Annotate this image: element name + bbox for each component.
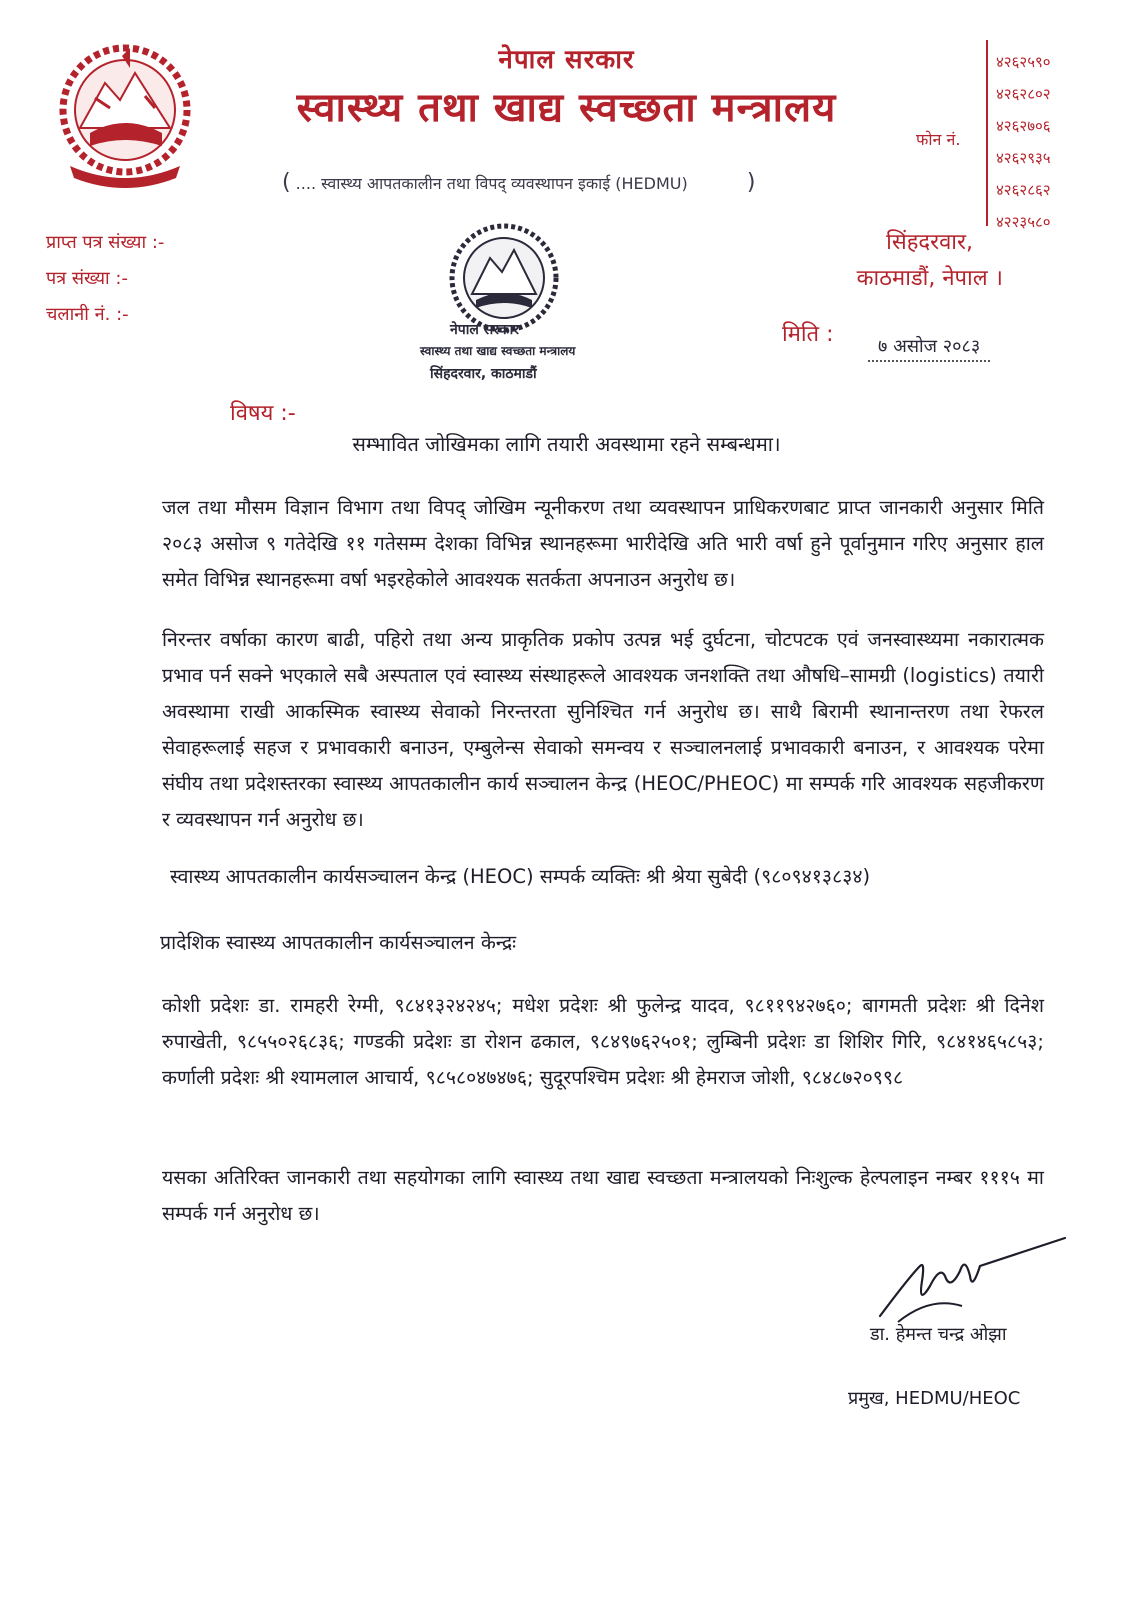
paragraph-text: जल तथा मौसम विज्ञान विभाग तथा विपद् जोखिम न्यूनीकरण तथा व्यवस्थापन प्राधिकरणबाट प्राप्त जानकारी अनुसार मिति २०८३ असोज ९ गतेदेखि ११ गतेसम्म देशका विभिन्न स्थानहरूमा भारीदेखि अति भारी वर्षा हुने पूर्वानुमान गरिए अनुसार हाल समेत विभिन्न स्थानहरूमा वर्षा भइरहेकोले आवश्यक सतर्कता अपनाउन अनुरोध छ। — [162, 496, 1044, 591]
ministry-name: स्वास्थ्य तथा खाद्य स्वच्छता मन्त्रालय — [296, 85, 837, 131]
date-value: ७ असोज २०८३ — [868, 334, 990, 362]
paragraph-text: निरन्तर वर्षाका कारण बाढी, पहिरो तथा अन्य प्राकृतिक प्रकोप उत्पन्न भई दुर्घटना, चोटपटक एवं जनस्वास्थ्यमा नकारात्मक प्रभाव पर्न सक्ने भएकाले सबै अस्पताल एवं स्वास्थ्य संस्थाहरूले आवश्यक जनशक्ति तथा औषधि–सामग्री (logistics) तयारी अवस्थामा राखी आकस्मिक स्वास्थ्य सेवाको निरन्तरता सुनिश्चित गर्न अनुरोध छ। साथै बिरामी स्थानान्तरण तथा रेफरल सेवाहरूलाई सहज र प्रभावकारी बनाउन, एम्बुलेन्स सेवाको समन्वय र सञ्चालनलाई प्रभावकारी बनाउन, र आवश्यक परेमा संघीय तथा प्रदेशस्तरका स्वास्थ्य आपतकालीन कार्य सञ्चालन केन्द्र (HEOC/PHEOC) मा सम्पर्क गरि आवश्यक सहजीकरण र व्यवस्थापन गर्न अनुरोध छ। — [162, 628, 1044, 831]
provincial-heading: प्रादेशिक स्वास्थ्य आपतकालीन कार्यसञ्चालन केन्द्रः — [160, 931, 517, 954]
address-line-1: सिंहदरवार, — [886, 230, 973, 255]
subject-text: सम्भावित जोखिमका लागि तयारी अवस्थामा रहने सम्बन्धमा। — [352, 432, 781, 456]
phone-label: फोन नं. — [916, 130, 961, 149]
received-letter-number: प्राप्त पत्र संख्या :- — [46, 232, 165, 253]
signatory-title: प्रमुख, HEDMU/HEOC — [848, 1388, 1021, 1409]
stamp-text-bottom: सिंहदरवार, काठमाडौं — [430, 366, 537, 382]
phone-divider — [986, 40, 988, 226]
government-name: नेपाल सरकार — [498, 45, 635, 75]
official-stamp — [406, 208, 602, 404]
subject-label: विषय :- — [230, 401, 296, 426]
address-line-2: काठमाडौं, नेपाल । — [856, 266, 1003, 291]
phone-number: ४२६२५९० — [996, 53, 1051, 71]
signature-icon — [870, 1236, 1070, 1326]
stamp-text-mid: नेपाल सरकार — [450, 322, 520, 338]
body-paragraph-1 — [96, 490, 1044, 598]
body-paragraph-2 — [96, 622, 1044, 838]
heoc-contact-line: स्वास्थ्य आपतकालीन कार्यसञ्चालन केन्द्र (HEOC) सम्पर्क व्यक्तिः श्री श्रेया सुबेदी (९८०९४१३८३४) — [170, 865, 871, 888]
letter-number: पत्र संख्या :- — [46, 268, 128, 289]
phone-number: ४२२३५८० — [996, 213, 1051, 231]
paragraph-text: कोशी प्रदेशः डा. रामहरी रेग्मी, ९८४१३२४२४५; मधेश प्रदेशः श्री फुलेन्द्र यादव, ९८११९४२७६०; बागमती प्रदेशः श्री दिनेश रुपाखेती, ९८५५०२६८३६; गण्डकी प्रदेशः डा रोशन ढकाल, ९८४९७६२५०१; लुम्बिनी प्रदेशः डा शिशिर गिरि, ९८४१४६५८५३; कर्णाली प्रदेशः श्री श्यामलाल आचार्य, ९८५८०४७४७६; सुदूरपश्चिम प्रदेशः श्री हेमराज जोशी, ९८४८७२०९९८ — [162, 994, 1044, 1089]
phone-list — [996, 46, 1051, 238]
date-label: मिति : — [782, 322, 834, 347]
phone-number: ४२६२९३५ — [996, 149, 1051, 167]
provincial-contacts — [96, 988, 1044, 1096]
signatory-name: डा. हेमन्त चन्द्र ओझा — [870, 1324, 1007, 1345]
stamp-text-top: स्वास्थ्य तथा खाद्य स्वच्छता मन्त्रालय — [420, 344, 576, 358]
dispatch-number: चलानी नं. :- — [46, 304, 129, 325]
closing-paragraph — [96, 1160, 1044, 1232]
phone-number: ४२६२८०२ — [996, 85, 1051, 103]
paragraph-text: यसका अतिरिक्त जानकारी तथा सहयोगका लागि स्वास्थ्य तथा खाद्य स्वच्छता मन्त्रालयको निःशुल्क हेल्पलाइन नम्बर १११५ मा सम्पर्क गर्न अनुरोध छ। — [162, 1166, 1044, 1225]
phone-number: ४२६२७०६ — [996, 117, 1051, 135]
unit-name-line: ( .... स्वास्थ्य आपतकालीन तथा विपद् व्यवस्थापन इकाई (HEDMU) ) — [282, 170, 756, 195]
unit-name: स्वास्थ्य आपतकालीन तथा विपद् व्यवस्थापन इकाई (HEDMU) — [321, 174, 688, 193]
phone-number: ४२६२८६२ — [996, 181, 1051, 199]
